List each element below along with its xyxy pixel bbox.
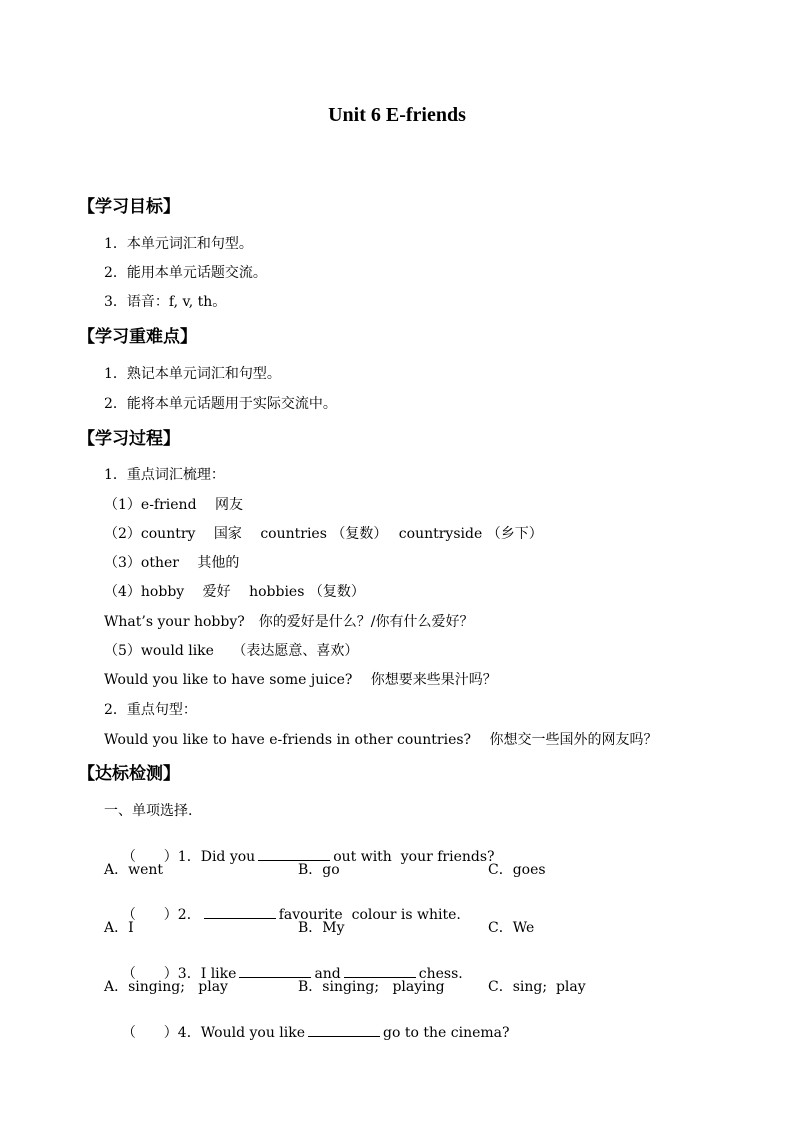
question-middle: and: [314, 966, 341, 982]
process-line: 1．重点词汇梳理：: [104, 467, 225, 483]
question-4: [104, 1006, 510, 1058]
process-line: （5）would like （表达愿意、喜欢）: [104, 643, 359, 659]
answer-blank[interactable]: [204, 904, 276, 919]
option-b: B．go: [298, 862, 340, 878]
question-suffix: out with your friends?: [333, 849, 495, 865]
question-prefix: （ ）2．: [121, 907, 201, 923]
option-b: B．My: [298, 920, 345, 936]
goal-item: 1．本单元词汇和句型。: [104, 236, 253, 252]
process-line: （1）e-friend 网友: [104, 497, 243, 513]
section-heading-goals: 【学习目标】: [78, 197, 180, 217]
section-heading-key-points: 【学习重难点】: [78, 327, 197, 347]
section-heading-test: 【达标检测】: [78, 764, 180, 784]
goal-item: 2．能用本单元话题交流。: [104, 265, 267, 281]
goal-item: 3．语音：f, v, th。: [104, 294, 227, 310]
question-suffix: favourite colour is white.: [278, 907, 461, 923]
option-a: A．went: [104, 862, 164, 878]
page-title: Unit 6 E-friends: [328, 104, 466, 126]
process-line: （4）hobby 爱好 hobbies （复数）: [104, 584, 365, 600]
process-line: （3）other 其他的: [104, 555, 240, 571]
process-line: Would you like to have e-friends in other countries? 你想交一些国外的网友吗？: [104, 732, 658, 748]
section-heading-process: 【学习过程】: [78, 429, 180, 449]
question-prefix: （ ）4．Would you like: [121, 1025, 306, 1041]
process-line: （2）country 国家 countries （复数） countryside （乡下）: [104, 526, 543, 542]
question-prefix: （ ）1．Did you: [121, 849, 256, 865]
option-a: A．singing; play: [104, 979, 228, 995]
question-suffix: chess.: [418, 966, 463, 982]
option-b: B．singing; playing: [298, 979, 445, 995]
question-suffix: go to the cinema?: [383, 1025, 510, 1041]
option-c: C．sing; play: [488, 979, 586, 995]
option-c: C．We: [488, 920, 535, 936]
key-point-item: 2．能将本单元话题用于实际交流中。: [104, 396, 337, 412]
process-line: What’s your hobby? 你的爱好是什么？/你有什么爱好？: [104, 614, 474, 630]
option-a: A．I: [104, 920, 134, 936]
test-intro: 一、单项选择.: [104, 803, 193, 819]
key-point-item: 1．熟记本单元词汇和句型。: [104, 366, 281, 382]
process-line: 2．重点句型：: [104, 702, 197, 718]
question-prefix: （ ）3．I like: [121, 966, 237, 982]
answer-blank[interactable]: [308, 1022, 380, 1037]
option-c: C．goes: [488, 862, 546, 878]
process-line: Would you like to have some juice? 你想要来些果汁吗？: [104, 672, 497, 688]
question-2: [104, 888, 461, 940]
